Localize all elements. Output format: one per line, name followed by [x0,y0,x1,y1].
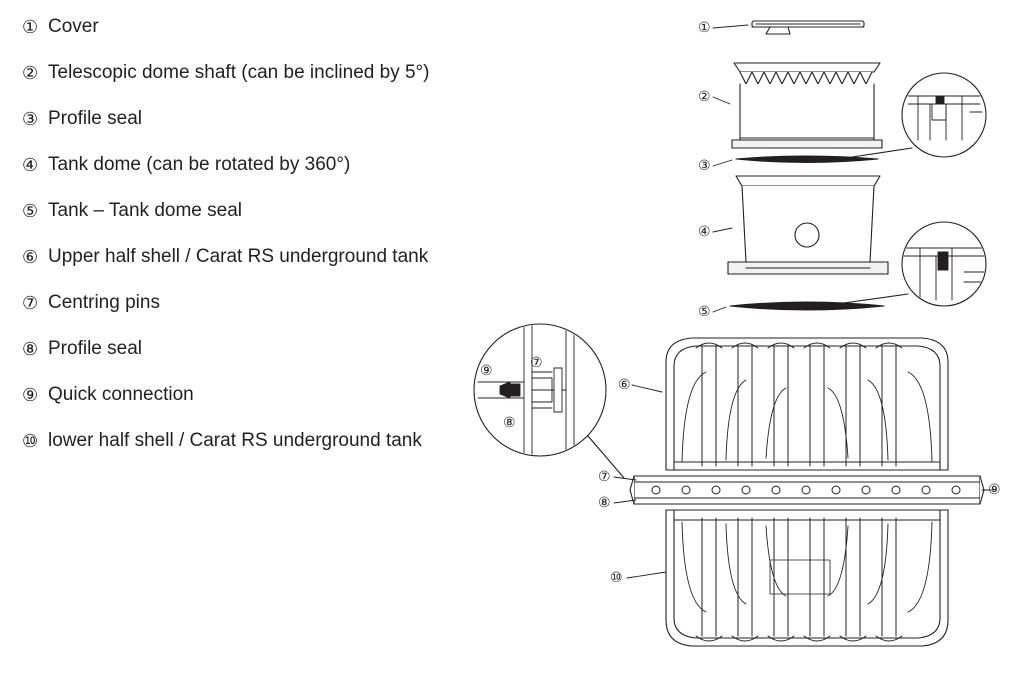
legend-number: ⑨ [22,385,39,405]
legend-label: Telescopic dome shaft (can be inclined by 5°) [48,62,430,83]
lower-half-shell-part [666,510,948,646]
detail-callout-8: ⑧ [503,414,516,430]
detail-callout-9: ⑨ [480,362,493,378]
callout-4: ④ [698,223,711,239]
callout-8: ⑧ [598,494,611,510]
tank-dome-part [728,176,888,274]
legend-item-8 [22,336,472,362]
legend-label: Upper half shell / Carat RS underground tank [48,246,429,267]
legend-label: Quick connection [48,384,194,405]
callout-2: ② [698,88,711,104]
callout-6: ⑥ [618,376,631,392]
legend-item-7 [22,290,472,316]
legend-label: Profile seal [48,338,142,359]
upper-half-shell-part [666,338,948,470]
telescopic-dome-shaft-part [732,63,882,148]
legend-label: lower half shell / Carat RS underground tank [48,430,422,451]
legend-number: ① [22,17,39,37]
callout-1: ① [698,19,711,35]
legend-number: ④ [22,155,39,175]
callout-7: ⑦ [598,468,611,484]
legend-list [22,14,472,474]
tank-dome-seal-part [730,302,884,310]
legend-item-10 [22,428,472,454]
flange-band-part [630,476,984,504]
legend-item-3 [22,106,472,132]
legend-number: ② [22,63,39,83]
tank-assembly-figure [470,0,1024,690]
legend-item-2 [22,60,472,86]
cover-part [752,21,864,34]
profile-seal-upper-part [736,156,878,163]
tank-assembly-drawing [470,0,1024,690]
legend-label: Centring pins [48,292,160,313]
legend-label: Cover [48,16,99,37]
callout-9: ⑨ [988,481,1001,497]
callout-10: ⑩ [610,569,623,585]
legend-number: ⑩ [22,431,39,451]
legend-item-1 [22,14,472,40]
legend-number: ⑥ [22,247,39,267]
detail-circle-left [474,324,624,478]
callout-5: ⑤ [698,303,711,319]
legend-label: Profile seal [48,108,142,129]
legend-item-9 [22,382,472,408]
detail-callout-7: ⑦ [530,354,543,370]
legend-number: ③ [22,109,39,129]
legend-item-6 [22,244,472,270]
legend-number: ⑤ [22,201,39,221]
legend-number: ⑧ [22,339,39,359]
legend-label: Tank – Tank dome seal [48,200,242,221]
legend-item-4 [22,152,472,178]
legend-number: ⑦ [22,293,39,313]
legend-item-5 [22,198,472,224]
callout-3: ③ [698,157,711,173]
legend-label: Tank dome (can be rotated by 360°) [48,154,351,175]
